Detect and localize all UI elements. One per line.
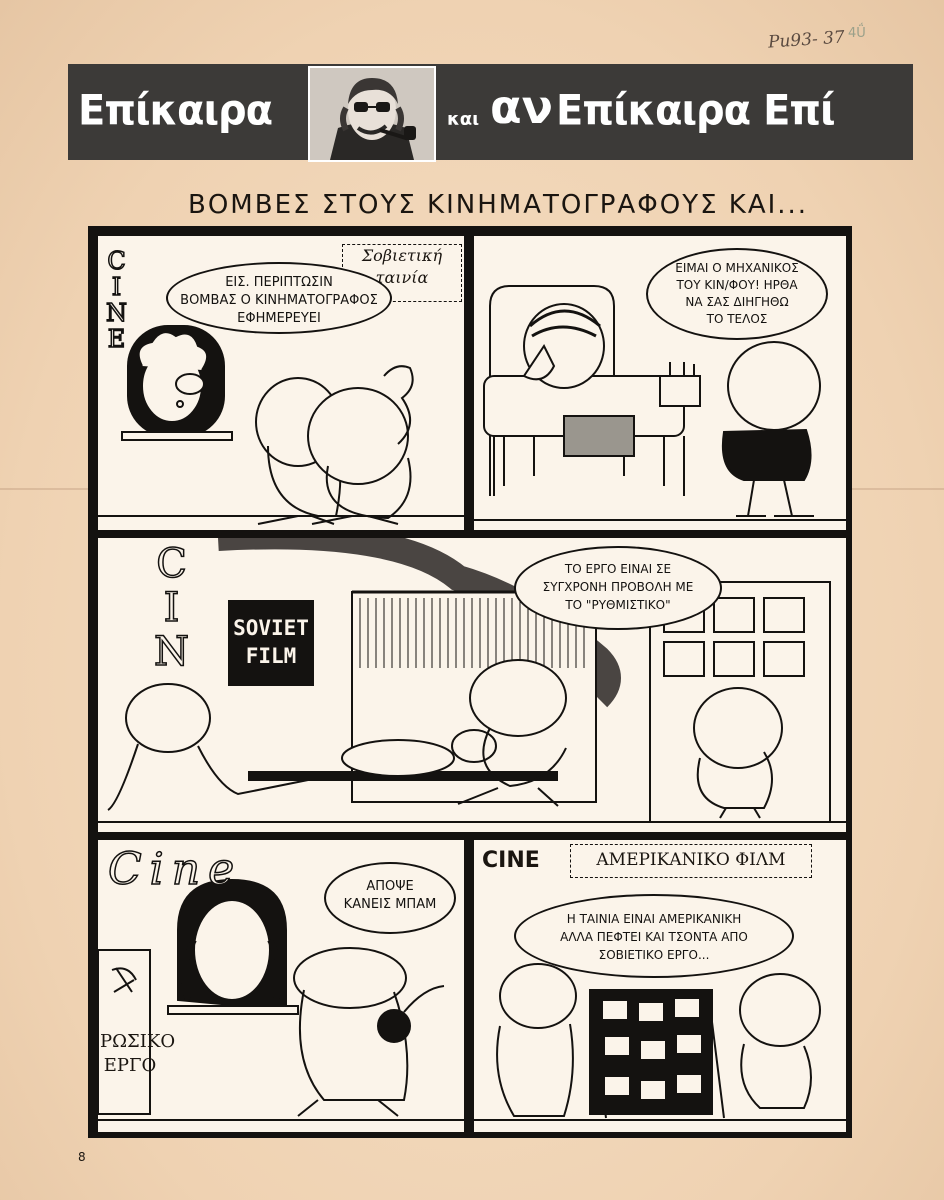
banner-word-epikaira-epi: Επίκαιρα Επί [556, 86, 835, 136]
speech-bubble-1: ΕΙΣ. ΠΕΡΙΠΤΩΣΙΝ ΒΟΜΒΑΣ Ο ΚΙΝΗΜΑΤΟΓΡΑΦΟΣ ΕΦΗΜΕΡΕΥΕΙ [166, 262, 392, 334]
comic-panel-1 [98, 236, 464, 530]
speech-bubble-2: ΕΙΜΑΙ Ο ΜΗΧΑΝΙΚΟΣ ΤΟΥ ΚΙΝ/ΦΟΥ! ΗΡΘΑ ΝΑ ΣΑΣ ΔΙΗΓΗΘΩ ΤΟ ΤΕΛΟΣ [646, 248, 828, 340]
speech-bubble-4: ΑΠΟΨΕ ΚΑΝΕΙΣ ΜΠΑΜ [324, 862, 456, 934]
speech-bubble-5: Η ΤΑΙΝΙΑ ΕΙΝΑΙ ΑΜΕΡΙΚΑΝΙΚΗ ΑΛΛΑ ΠΕΦΤΕΙ ΚΑΙ ΤΣΟΝΤΑ ΑΠΟ ΣΟΒΙΕΤΙΚΟ ΕΡΓΟ... [514, 894, 794, 978]
comic-panel-3 [98, 538, 846, 832]
comic-panel-5 [474, 840, 846, 1132]
comic-panel-2 [474, 236, 846, 530]
banner-word-kai: και [447, 109, 480, 130]
comic-panel-4 [98, 840, 464, 1132]
cine-script-sign: Cine [108, 844, 243, 895]
page-number: 8 [78, 1150, 86, 1164]
banner-word-epikaira: Επίκαιρα [78, 86, 273, 136]
banner-word-an: αν [490, 80, 553, 134]
speech-bubble-3: ΤΟ ΕΡΓΟ ΕΙΝΑΙ ΣΕ ΣΥΓΧΡΟΝΗ ΠΡΟΒΟΛΗ ΜΕ ΤΟ "ΡΥΘΜΙΣΤΙΚΟ" [514, 546, 722, 630]
archive-pencil-code: 4Ǘ [848, 26, 866, 41]
column-banner [68, 64, 913, 160]
russian-film-poster: ΡΩΣΙΚΟ ΕΡΓΟ [100, 1031, 176, 1076]
cine-vertical-sign: C I N [154, 541, 189, 675]
american-film-poster: ΑΜΕΡΙΚΑΝΙΚΟ ΦΙΛΜ [570, 844, 812, 878]
soviet-film-poster: Σοβιετική ταινία [342, 244, 462, 302]
author-photo [308, 66, 436, 162]
soviet-film-poster: SOVIET FILM [228, 600, 314, 686]
archive-handwritten-mark: Pu93- 37 [767, 27, 846, 53]
comic-strip [88, 226, 852, 1138]
cine-vertical-sign: C I N E [106, 247, 127, 353]
cine-bold-sign: CINE [482, 848, 540, 873]
comic-headline: ΒΟΜΒΕΣ ΣΤΟΥΣ ΚΙΝΗΜΑΤΟΓΡΑΦΟΥΣ ΚΑΙ... [188, 190, 809, 220]
